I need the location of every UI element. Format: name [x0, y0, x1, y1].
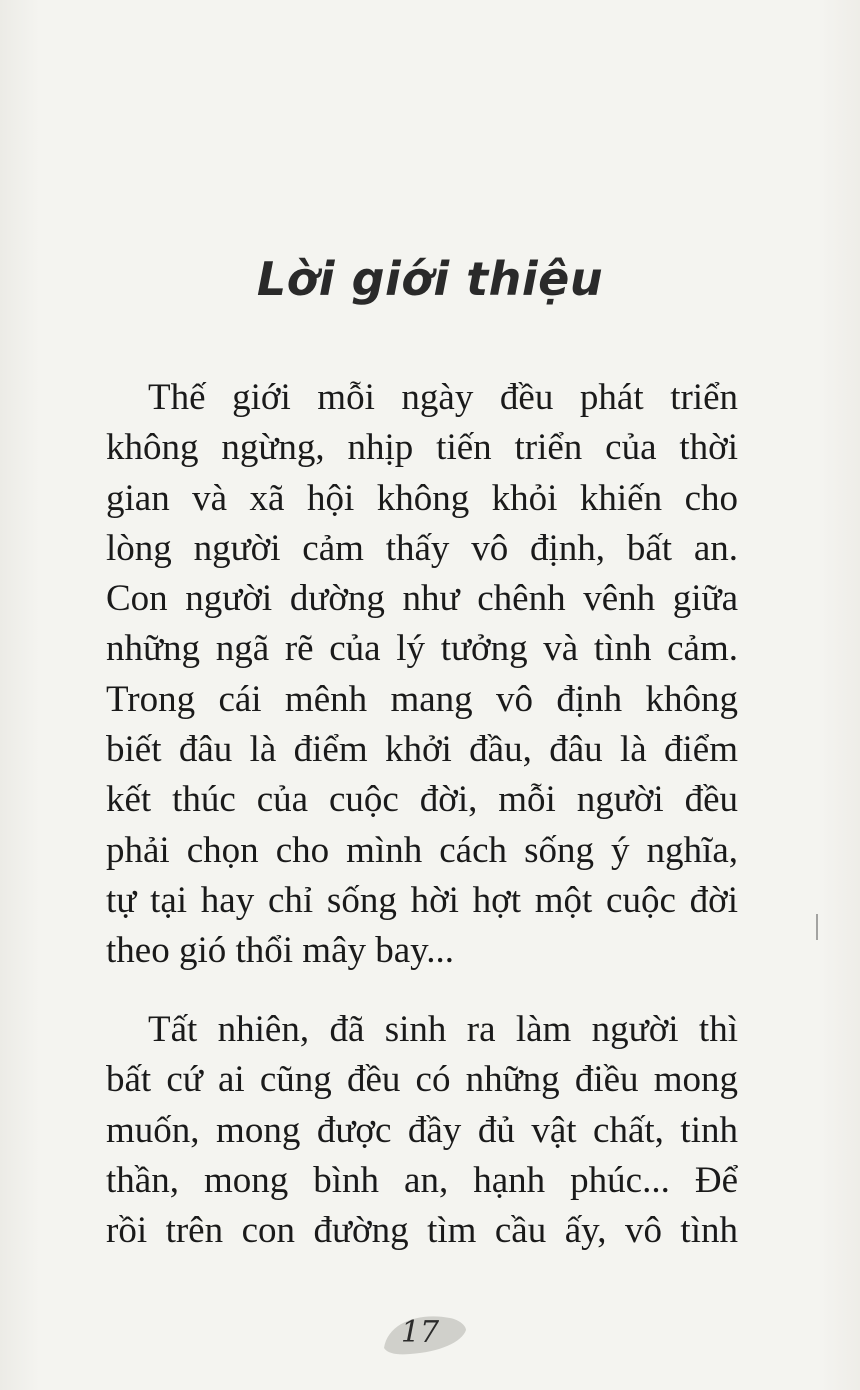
paragraph-1: [106, 373, 738, 977]
text-line: những ngã rẽ của lý tưởng và tình cảm.: [106, 628, 738, 670]
text-line: gian và xã hội không khỏi khiến cho: [106, 477, 738, 519]
page-number-badge: [380, 1308, 468, 1358]
text-line: rồi trên con đường tìm cầu ấy, vô tình: [106, 1210, 738, 1252]
text-line: bất cứ ai cũng đều có những điều mong: [106, 1059, 738, 1101]
text-line: thần, mong bình an, hạnh phúc... Để: [106, 1159, 738, 1201]
text-line: muốn, mong được đầy đủ vật chất, tinh: [106, 1109, 738, 1151]
print-mark: [816, 914, 818, 940]
text-line: theo gió thổi mây bay...: [106, 930, 455, 972]
text-line: biết đâu là điểm khởi đầu, đâu là điểm: [106, 729, 738, 771]
paragraph-2: [106, 1005, 738, 1256]
text-line: tự tại hay chỉ sống hời hợt một cuộc đời: [106, 879, 738, 921]
text-line: kết thúc của cuộc đời, mỗi người đều: [106, 779, 738, 821]
text-line: không ngừng, nhịp tiến triển của thời: [106, 427, 738, 469]
text-line: phải chọn cho mình cách sống ý nghĩa,: [106, 829, 738, 871]
text-line: Tất nhiên, đã sinh ra làm người thì: [148, 1009, 738, 1050]
text-line: Trong cái mênh mang vô định không: [106, 678, 738, 720]
page-number: 17: [400, 1315, 440, 1350]
text-line: Con người dường như chênh vênh giữa: [106, 578, 738, 620]
page-title: Lời giới thiệu: [256, 252, 604, 306]
text-line: lòng người cảm thấy vô định, bất an.: [106, 527, 738, 569]
text-line: Thế giới mỗi ngày đều phát triển: [148, 377, 738, 418]
